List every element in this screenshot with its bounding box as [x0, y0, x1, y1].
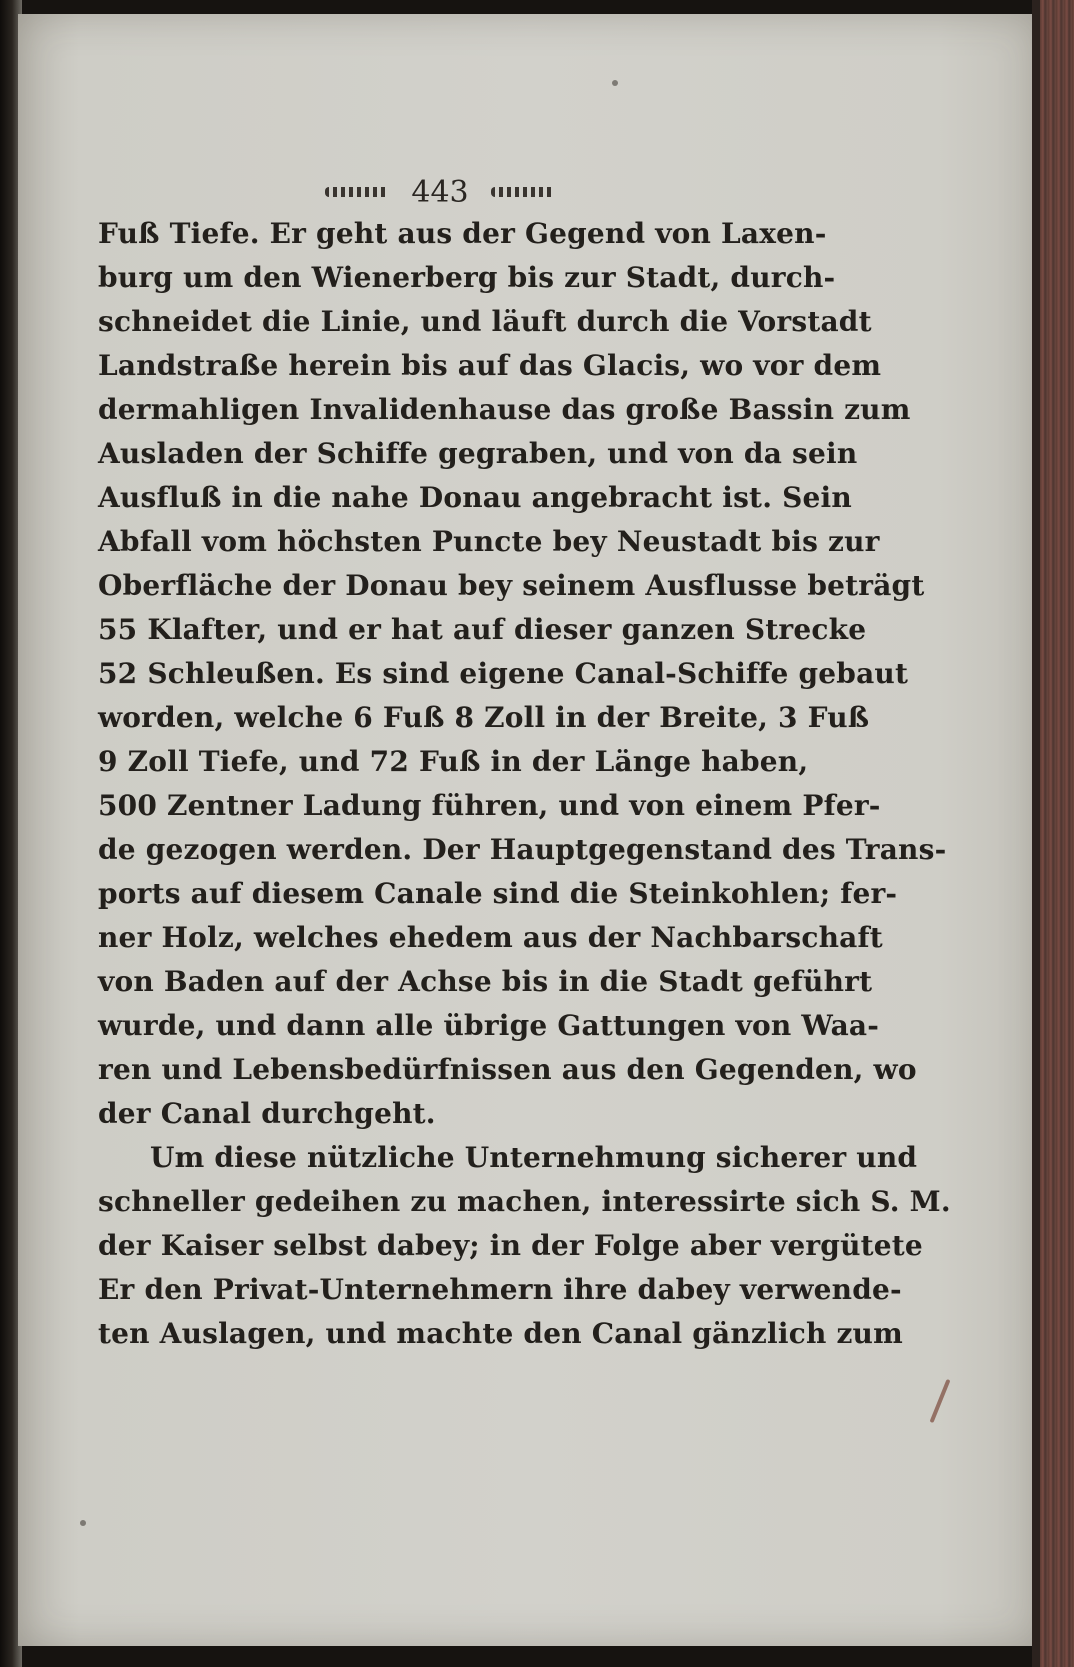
text-line: der Kaiser selbst dabey; in der Folge aber vergütete — [98, 1229, 923, 1262]
text-line: Abfall vom höchsten Puncte bey Neustadt bis zur — [98, 525, 880, 558]
text-line: ten Auslagen, und machte den Canal gänzlich zum — [98, 1317, 903, 1350]
text-line: Ausfluß in die nahe Donau angebracht ist. Sein — [98, 481, 852, 514]
header-ornament-left — [325, 187, 389, 197]
text-line: 55 Klafter, und er hat auf dieser ganzen Strecke — [98, 613, 867, 646]
text-line: schneller gedeihen zu machen, interessirte sich S. M. — [98, 1185, 951, 1218]
text-line: ren und Lebensbedürfnissen aus den Gegenden, wo — [98, 1053, 917, 1086]
book-spine — [1040, 0, 1074, 1667]
text-line: ports auf diesem Canale sind die Steinkohlen; fer- — [98, 877, 898, 910]
text-line: 52 Schleußen. Es sind eigene Canal-Schiffe gebaut — [98, 657, 909, 690]
text-line: Um diese nützliche Unternehmung sicherer und — [150, 1141, 918, 1174]
paper-speck — [80, 1520, 86, 1526]
text-line: Fuß Tiefe. Er geht aus der Gegend von Laxen- — [98, 217, 827, 250]
text-line: der Canal durchgeht. — [98, 1097, 436, 1130]
text-line: Er den Privat-Unternehmern ihre dabey verwende- — [98, 1273, 902, 1306]
text-line: worden, welche 6 Fuß 8 Zoll in der Breite, 3 Fuß — [98, 701, 870, 734]
text-line: 9 Zoll Tiefe, und 72 Fuß in der Länge haben, — [98, 745, 809, 778]
text-line: Oberfläche der Donau bey seinem Ausflusse beträgt — [98, 569, 925, 602]
text-line: wurde, und dann alle übrige Gattungen von Waa- — [98, 1009, 880, 1042]
text-line: dermahligen Invalidenhause das große Bassin zum — [98, 393, 911, 426]
text-line: 500 Zentner Ladung führen, und von einem Pfer- — [98, 789, 881, 822]
page-number: 443 — [411, 174, 469, 210]
text-line: burg um den Wienerberg bis zur Stadt, durch- — [98, 261, 836, 294]
body-text — [98, 212, 951, 1356]
page-header — [300, 172, 580, 212]
text-line: Landstraße herein bis auf das Glacis, wo vor dem — [98, 349, 882, 382]
header-ornament-right — [491, 187, 555, 197]
text-line: schneidet die Linie, und läuft durch die Vorstadt — [98, 305, 872, 338]
spine-shadow — [1032, 0, 1040, 1667]
text-line: ner Holz, welches ehedem aus der Nachbarschaft — [98, 921, 883, 954]
text-line: von Baden auf der Achse bis in die Stadt geführt — [98, 965, 873, 998]
paper-speck — [612, 80, 618, 86]
text-line: de gezogen werden. Der Hauptgegenstand des Trans- — [98, 833, 947, 866]
text-line: Ausladen der Schiffe gegraben, und von da sein — [98, 437, 858, 470]
